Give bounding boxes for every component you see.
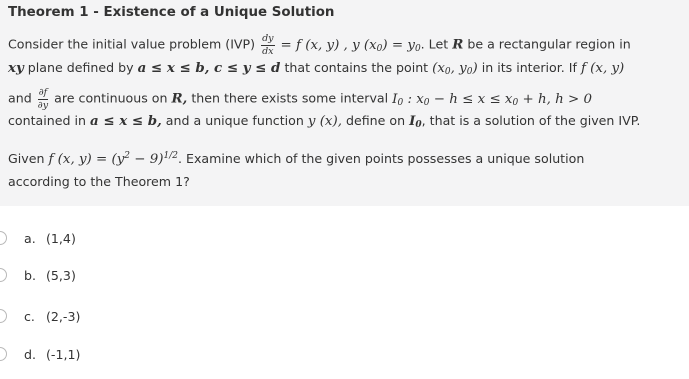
line3-math-c: − h ≤ x ≤ x (433, 91, 513, 107)
line4-I0 (409, 113, 422, 129)
line3-sub-c: 0 (512, 97, 519, 108)
line5-sup: 2 (124, 151, 131, 161)
option-c-text: (2,-3) (46, 308, 81, 324)
line4-math-b: y (x), (307, 114, 342, 129)
line3-math-b: : x (407, 91, 424, 107)
option-b[interactable] (0, 263, 300, 287)
dy-dx-fraction (261, 34, 274, 56)
line4-sub-c: 0 (415, 120, 422, 130)
line3-sub-b: 0 (423, 97, 430, 108)
partial-denominator: ∂y (37, 99, 49, 111)
radio-option-d[interactable] (0, 347, 7, 361)
line1-text-c: be a rectangular region in (467, 36, 631, 52)
line2-math-b: a ≤ x ≤ b, c ≤ y ≤ d (137, 60, 281, 76)
line4-text-c: define on (345, 113, 406, 128)
line1-R: R (452, 36, 464, 53)
option-d-text: (-1,1) (46, 346, 81, 362)
line5-text-a: Given (8, 151, 45, 166)
line2-sub-c: 0 (444, 67, 451, 77)
line2-math-d: , y (450, 61, 467, 76)
line3-R: R, (171, 90, 188, 107)
question-line-4 (8, 115, 640, 130)
line5-math-a: f (x, y) = (y (48, 152, 125, 167)
line4-text-d: , that is a solution of the given IVP. (421, 113, 641, 128)
line3-math-d: + h, h > 0 (522, 91, 592, 107)
frac-numerator: dy (262, 33, 274, 44)
option-a-text: (1,4) (46, 230, 76, 246)
given-function (48, 152, 178, 167)
option-b-letter: b. (24, 267, 36, 283)
line2-text-c: in its interior. If (481, 60, 577, 75)
option-c[interactable] (0, 304, 300, 328)
question-line-3 (8, 88, 592, 110)
line1-end-sub: 0 (414, 43, 421, 54)
partial-f-partial-y-fraction (38, 88, 48, 110)
line2-math-f: f (x, y) (580, 61, 625, 76)
line4-math-a: a ≤ x ≤ b, (90, 113, 162, 129)
line2-text-a: plane defined by (27, 60, 134, 75)
line2-sub-d: 0 (466, 67, 473, 77)
option-a[interactable] (0, 226, 300, 250)
partial-numerator: ∂f (38, 87, 48, 98)
line3-sub-a: 0 (397, 97, 404, 108)
option-d[interactable] (0, 342, 300, 366)
line4-text-a: contained in (8, 113, 86, 128)
option-c-letter: c. (24, 308, 35, 324)
line1-math-end: ) = y (382, 37, 415, 53)
line2-math-c: (x (432, 61, 445, 76)
line1-math-a: = f (x, y) , y (x (280, 37, 377, 53)
line4-math-c: I (409, 113, 416, 129)
frac-denominator: dx (262, 45, 274, 57)
line5-text-b: . Examine which of the given points possesses a unique solution (178, 151, 585, 166)
interval-I0 (392, 92, 592, 107)
line3-text-c: then there exists some interval (191, 90, 389, 106)
line2-math-e: ) (472, 61, 478, 76)
question-line-6: according to the Theorem 1? (8, 174, 190, 189)
option-b-text: (5,3) (46, 267, 76, 283)
line5-math-b: − 9) (134, 152, 164, 167)
radio-option-a[interactable] (0, 231, 7, 245)
question-line-5 (8, 152, 584, 166)
line3-text-b: are continuous on (54, 90, 168, 106)
line1-text-b: . Let (420, 36, 449, 52)
radio-option-b[interactable] (0, 268, 7, 282)
line2-text-b: that contains the point (284, 60, 429, 75)
line5-exp: 1/2 (163, 151, 179, 161)
question-line-1 (8, 34, 631, 56)
point-x0-y0 (432, 61, 478, 76)
line1-sub: 0 (376, 43, 383, 54)
line4-text-b: and a unique function (165, 113, 304, 128)
line3-math-a: I (392, 91, 398, 107)
line3-text-a: and (8, 90, 32, 106)
line1-math (281, 38, 421, 53)
radio-option-c[interactable] (0, 309, 7, 323)
option-d-letter: d. (24, 346, 36, 362)
option-a-letter: a. (24, 230, 36, 246)
theorem-title: Theorem 1 - Existence of a Unique Solution (8, 5, 335, 20)
line1-text-a: Consider the initial value problem (IVP) (8, 36, 256, 52)
question-line-2 (8, 62, 624, 77)
line2-math-a: xy (8, 60, 24, 76)
